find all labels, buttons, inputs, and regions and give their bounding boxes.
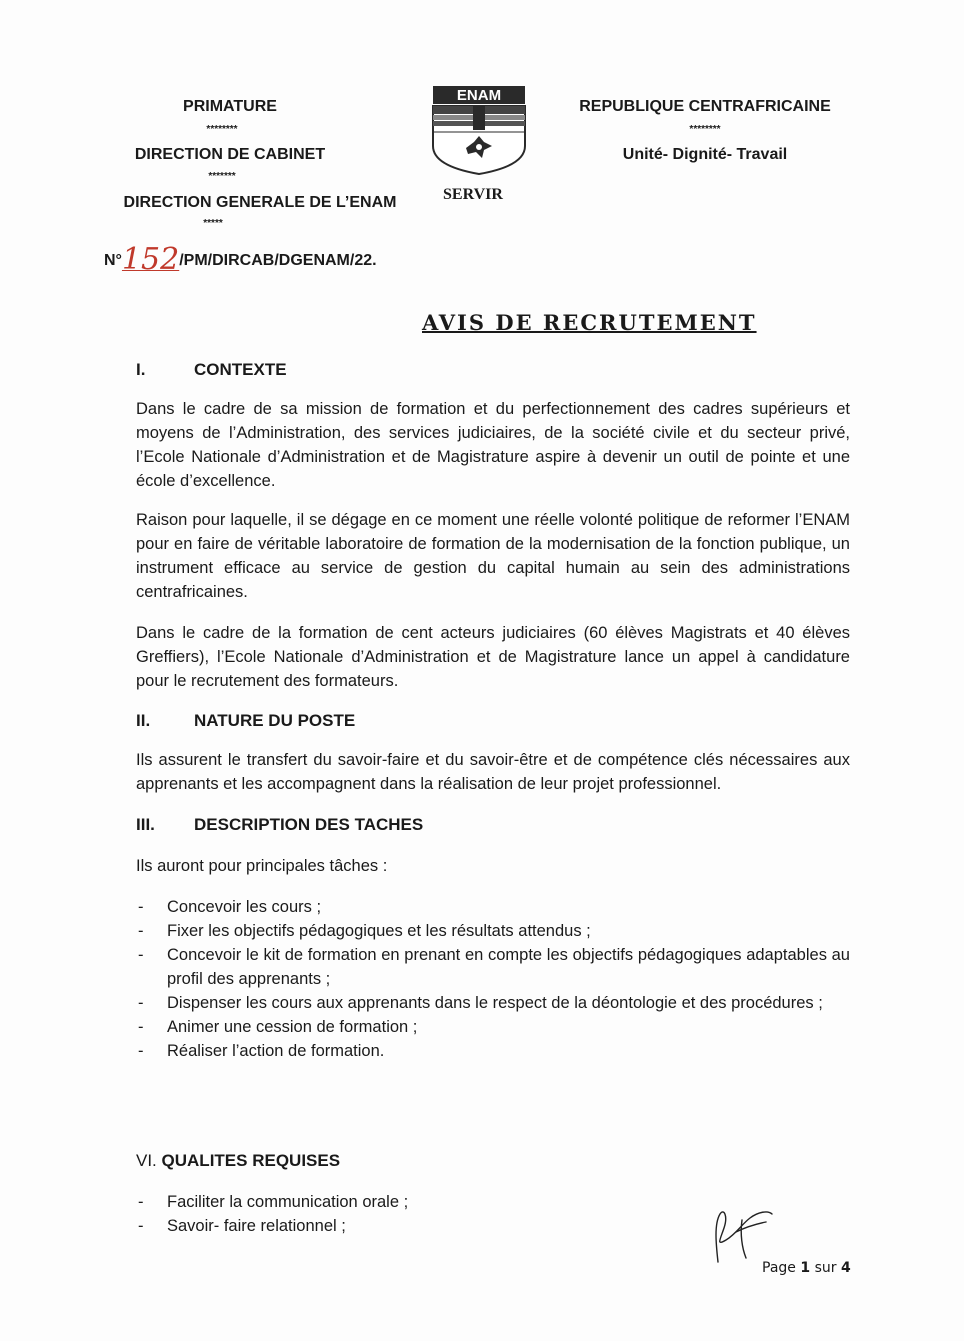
contexte-paragraph-3: Dans le cadre de la formation de cent acteurs judiciaires (60 élèves Magistrats et 40 élèves Greffiers), l’Ecole Nationale d’Administration et de Magistrature lance un appel à candidature pour le recrutement des formateurs. xyxy=(136,624,850,690)
page-number: 1 xyxy=(800,1260,811,1276)
enam-logo xyxy=(430,84,528,176)
section-title: NATURE DU POSTE xyxy=(194,711,356,730)
signature-icon xyxy=(706,1204,776,1266)
section-heading-qualites xyxy=(136,1151,340,1171)
section-title: DESCRIPTION DES TACHES xyxy=(194,815,424,834)
header-stars-1: ******** xyxy=(206,124,238,135)
reference-number xyxy=(104,238,377,277)
header-primature: PRIMATURE xyxy=(183,98,277,115)
section-number: VI. xyxy=(136,1151,157,1170)
header-direction-cabinet: DIRECTION DE CABINET xyxy=(134,146,326,163)
list-item: - Savoir- faire relationnel ; xyxy=(136,1214,850,1238)
contexte-paragraph-1: Dans le cadre de sa mission de formation et du perfectionnement des cadres supérieurs et moyens de l’Administration, des services judiciaires, de la société civile et du secteur privé, l’Ecole Nationale d’Administration et de Magistrature aspire à devenir un outil de pointe et une école d’excellence. xyxy=(136,400,850,490)
nature-paragraph: Ils assurent le transfert du savoir-faire et du savoir-être et de compétence clés nécessaires aux apprenants et les accompagnent dans la réalisation de leur projet professionnel. xyxy=(136,751,850,793)
ref-prefix: N° xyxy=(104,252,122,269)
section-heading-taches xyxy=(136,815,423,835)
section-title: CONTEXTE xyxy=(194,360,287,379)
ref-suffix: /PM/DIRCAB/DGENAM/22. xyxy=(179,252,377,269)
section-number: III. xyxy=(136,815,155,834)
page-indicator xyxy=(762,1260,851,1276)
header-stars-right: ******** xyxy=(689,124,721,135)
section-title: QUALITES REQUISES xyxy=(161,1151,341,1170)
header-republique: REPUBLIQUE CENTRAFRICAINE xyxy=(579,98,831,115)
header-direction-generale: DIRECTION GENERALE DE L’ENAM xyxy=(123,194,397,211)
list-item: - Faciliter la communication orale ; xyxy=(136,1190,850,1214)
logo-motto: SERVIR xyxy=(443,186,503,203)
enam-crest-icon xyxy=(430,84,528,176)
section-number: I. xyxy=(136,360,146,379)
contexte-paragraph-2: Raison pour laquelle, il se dégage en ce moment une réelle volonté politique de reformer l’ENAM pour en faire de véritable laboratoire de formation de la modernisation de la fonction publique, un instrument efficace au service de gestion du capital humain au sein des administrations centrafricaines. xyxy=(136,511,850,601)
section-number: II. xyxy=(136,711,151,730)
list-item: - Réaliser l’action de formation. xyxy=(136,1039,850,1063)
page-total: 4 xyxy=(840,1260,851,1276)
list-item: - Animer une cession de formation ; xyxy=(136,1015,850,1039)
header-stars-2: ******* xyxy=(208,171,236,182)
page-title: AVIS DE RECRUTEMENT xyxy=(422,310,757,335)
list-item: - Dispenser les cours aux apprenants dans le respect de la déontologie et des procédures ; xyxy=(136,991,850,1015)
ref-handwritten-number: 152 xyxy=(121,242,180,277)
list-item: - Concevoir les cours ; xyxy=(136,895,850,919)
header-devise: Unité- Dignité- Travail xyxy=(622,146,788,163)
of-word: sur xyxy=(814,1260,837,1276)
section-heading-contexte xyxy=(136,360,287,380)
section-heading-nature xyxy=(136,711,355,731)
list-item: - Fixer les objectifs pédagogiques et les résultats attendus ; xyxy=(136,919,850,943)
taches-intro: Ils auront pour principales tâches : xyxy=(136,857,388,875)
list-item: - Concevoir le kit de formation en prenant en compte les objectifs pédagogiques adaptables au profil des apprenants ; xyxy=(136,943,850,991)
page-word: Page xyxy=(762,1260,796,1276)
taches-list xyxy=(136,895,850,1063)
logo-banner-text: ENAM xyxy=(456,87,502,104)
signature-initials xyxy=(706,1204,776,1266)
header-stars-3: ***** xyxy=(203,218,223,229)
